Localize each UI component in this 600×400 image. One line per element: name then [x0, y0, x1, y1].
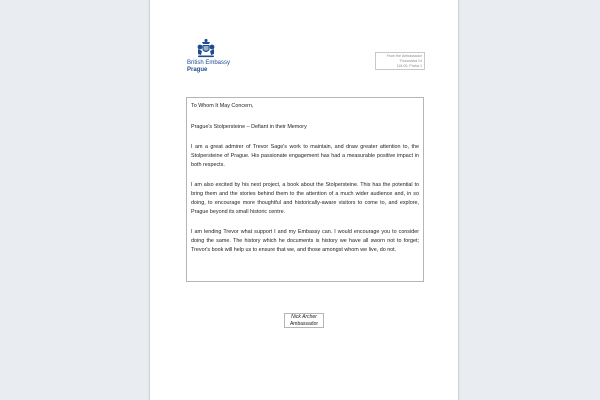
- sender-address-box: [375, 52, 425, 70]
- embassy-city: Prague: [187, 67, 208, 73]
- paragraph-3: I am lending Trevor what support I and my Embassy can. I would encourage you to consider doing the same. The history which he documents is history we have all sworn not to forget; Trevor's book will help us to ensure that we, and those amongst whom we live, do not.: [191, 229, 419, 253]
- letter-body: [186, 97, 424, 282]
- sender-line-1: From the Ambassador: [386, 54, 422, 58]
- royal-crest-icon: [195, 38, 217, 60]
- signature-block: [284, 313, 324, 328]
- signatory-title: Ambassador: [289, 320, 319, 327]
- document-page: [150, 0, 458, 400]
- paragraph-1: I am a great admirer of Trevor Sage's work to maintain, and draw greater attention to, the Stolpersteine of Prague. His passionate engagement has had a measurable positive impact in both respects.: [191, 144, 419, 168]
- paragraph-2: I am also excited by his next project, a book about the Stolpersteine. This has the potential to bring them and the stories behind them to the attention of a much wider audience and, in so doing, to encourage more thoughtful and historically-aware visitors to come to, and explore, Prague beyond its small historic centre.: [191, 182, 419, 215]
- sender-line-3: 118 00, Praha 1: [396, 64, 422, 68]
- embassy-logo: [187, 38, 231, 74]
- subject-line: Prague's Stolpersteine – Defiant in their Memory: [191, 124, 307, 130]
- signatory-name: Nick Archer: [291, 314, 317, 320]
- embassy-name: British Embassy: [187, 60, 231, 66]
- sender-line-2: Thunovská 14: [399, 59, 422, 63]
- salutation: To Whom It May Concern,: [191, 103, 254, 109]
